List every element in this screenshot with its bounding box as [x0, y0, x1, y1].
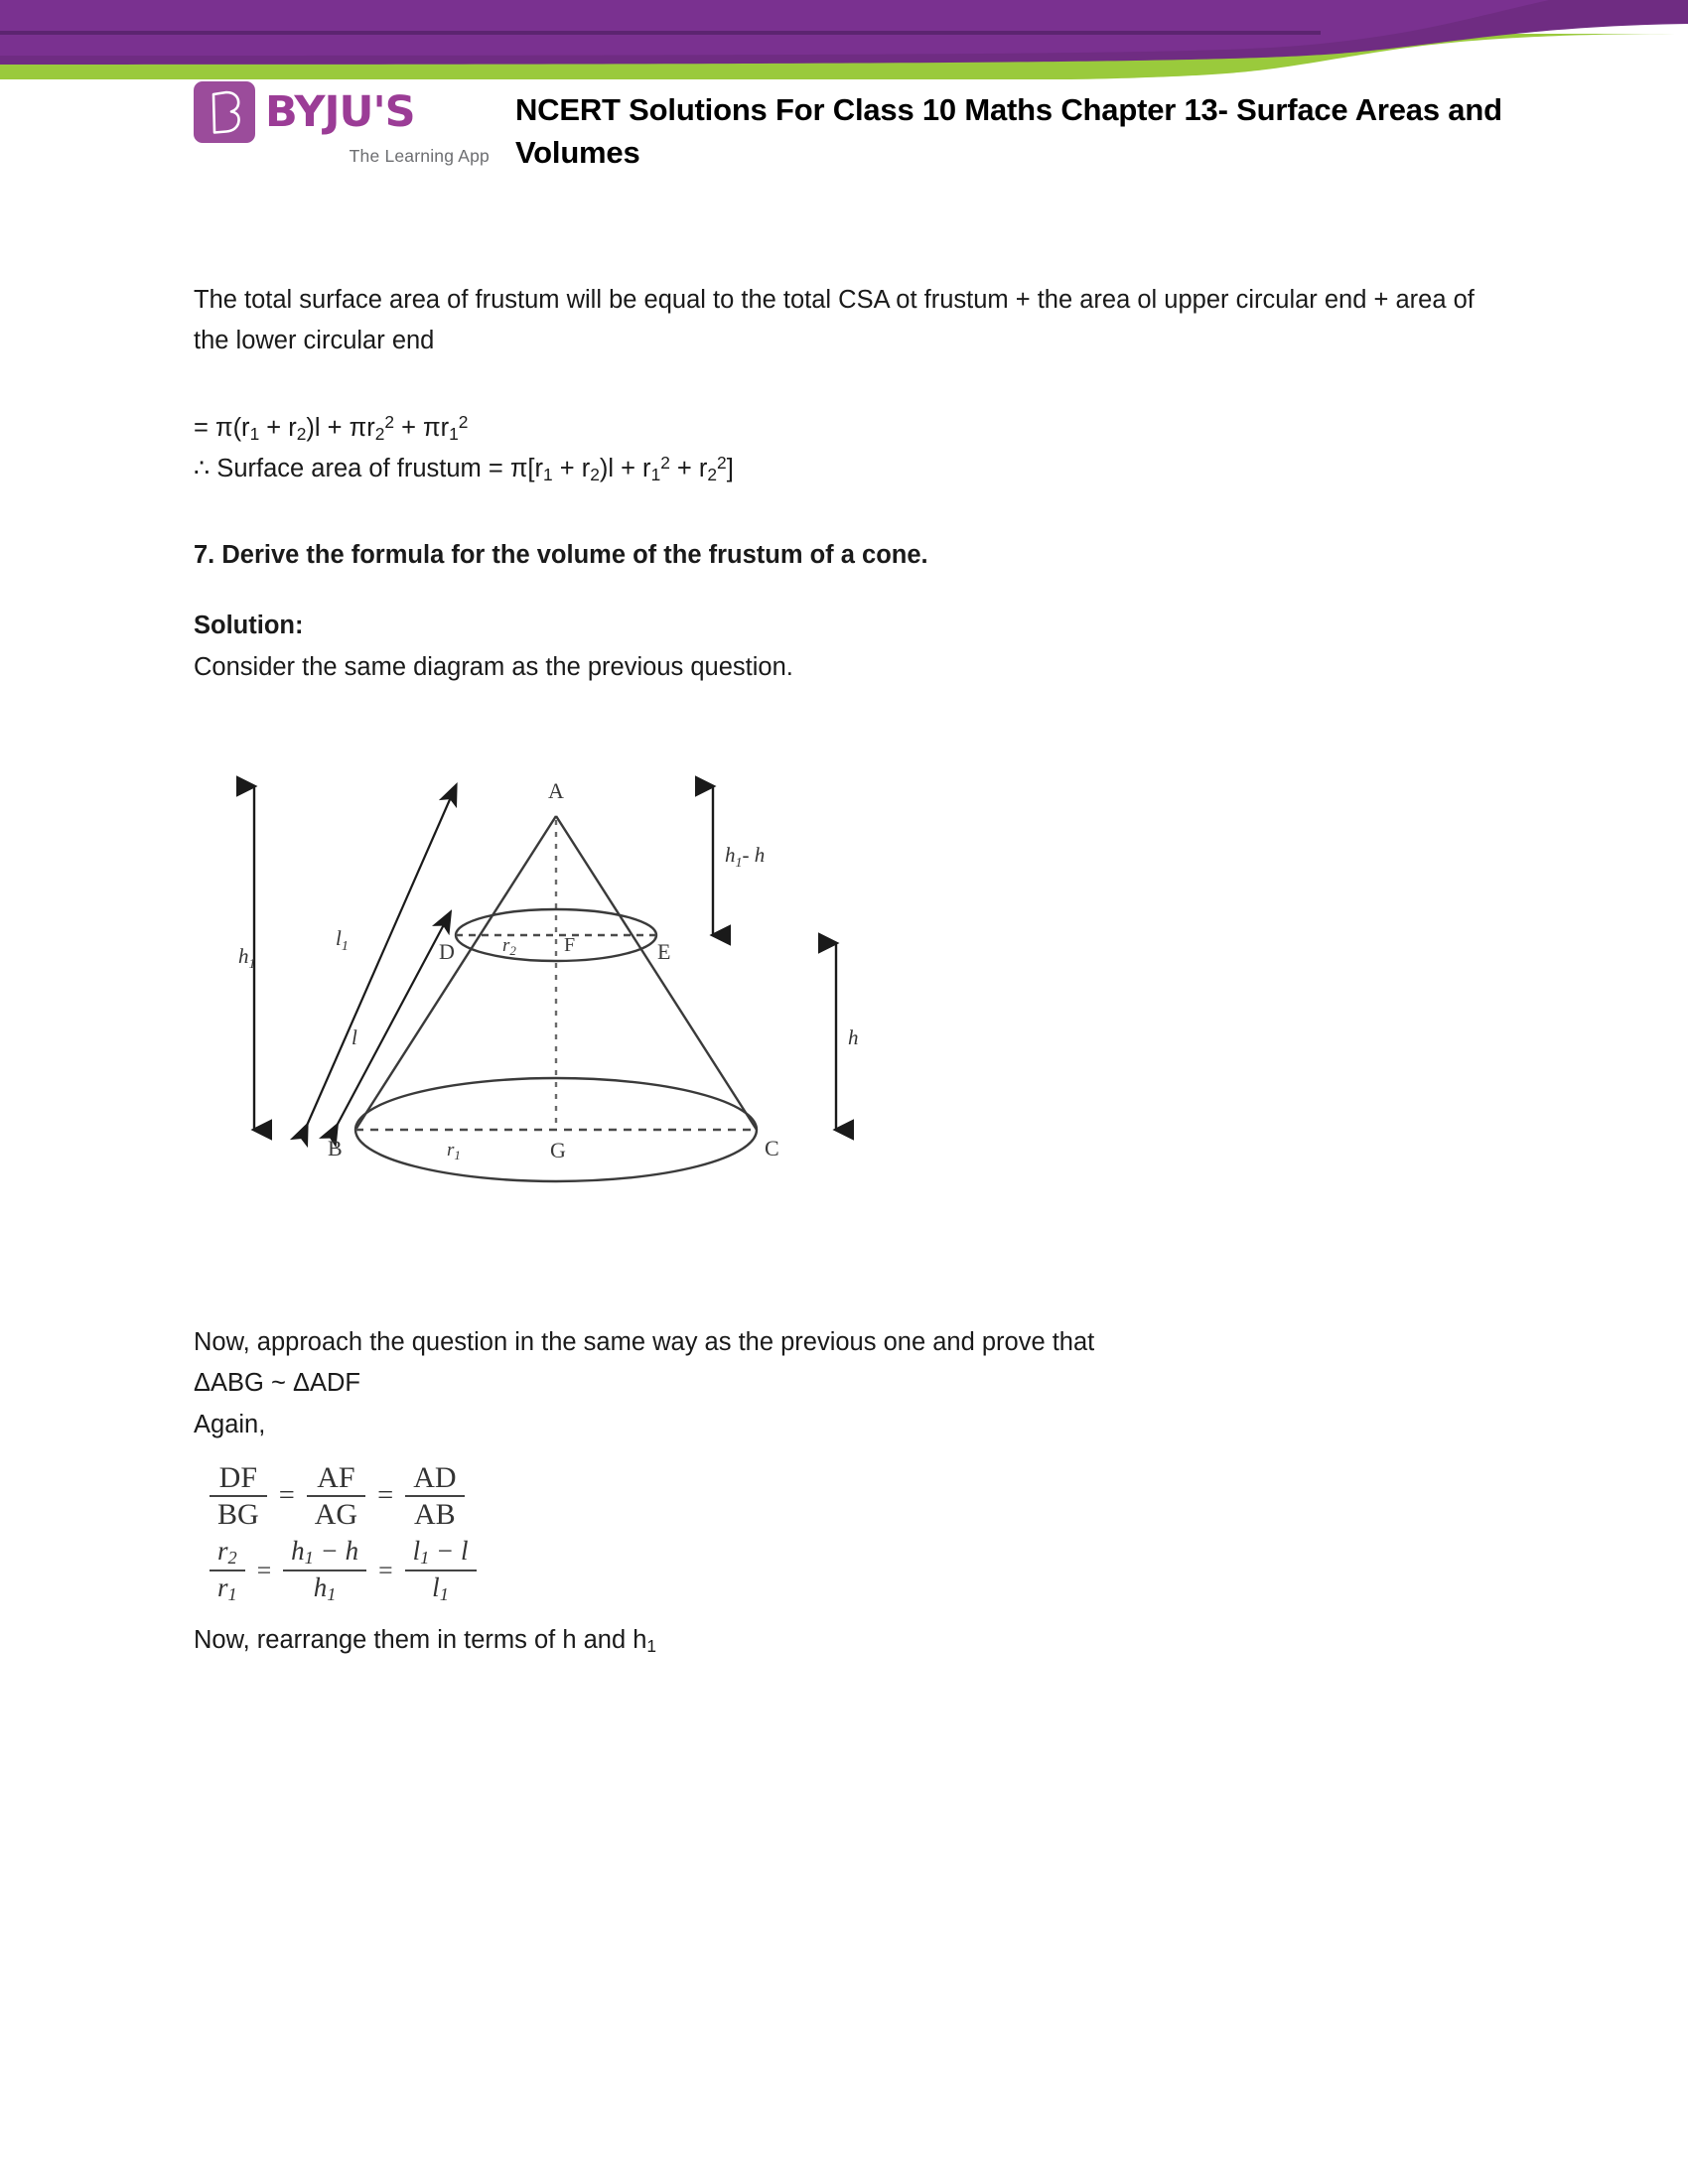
ratio-equation-row-2	[210, 1536, 1504, 1604]
solution-label: Solution:	[194, 612, 304, 640]
label-r1: $r_1$	[447, 1140, 461, 1162]
closing-line-subscript: 1	[646, 1636, 657, 1657]
point-label-E: E	[657, 939, 671, 964]
dimension-arrow-slant-total	[306, 788, 455, 1128]
page-title: NCERT Solutions For Class 10 Maths Chapter 13- Surface Areas and Volumes	[515, 92, 1502, 170]
eq2-suffix: ]	[726, 454, 734, 482]
document-body-lower	[194, 1322, 1504, 1662]
label-l1: $l_1$	[336, 926, 349, 954]
logo-wordmark: BYJU'S	[265, 86, 415, 137]
point-label-D: D	[439, 939, 455, 964]
fraction-r2-r1	[210, 1536, 245, 1604]
intro-paragraph: The total surface area of frustum will be equal to the total CSA ot frustum + the area ol upper circular end + area of the lower circular end	[194, 286, 1475, 355]
after-figure-line-1: Now, approach the question in the same way as the previous one and prove that	[194, 1328, 1095, 1356]
fraction-numerator: AF	[317, 1460, 355, 1494]
equals-sign: =	[377, 1480, 394, 1512]
fraction-numerator: AD	[413, 1460, 457, 1494]
eq1-sup1: 2	[384, 411, 394, 432]
logo-tagline: The Learning App	[349, 146, 490, 166]
byjus-logo	[194, 77, 492, 167]
question-heading: 7. Derive the formula for the volume of the frustum of a cone.	[194, 541, 928, 570]
page-header	[194, 77, 1604, 175]
equation-surface-area-frustum	[194, 449, 1504, 489]
eq1-mid2: )l + πr	[306, 413, 375, 442]
eq2-sup2: 2	[717, 453, 727, 474]
fraction-denominator: AB	[414, 1498, 456, 1532]
eq1-sup2: 2	[458, 411, 469, 432]
closing-line-text: Now, rearrange them in terms of h and h	[194, 1626, 647, 1655]
fraction-numerator: DF	[218, 1460, 258, 1494]
after-figure-line-3: Again,	[194, 1410, 266, 1438]
logo-row	[194, 81, 492, 143]
eq2-sub4: 2	[707, 464, 718, 484]
cone-side-left	[355, 816, 556, 1130]
ratio-equation-row-1	[210, 1461, 1504, 1532]
eq2-mid2: )l + r	[599, 454, 651, 482]
equals-sign: =	[256, 1555, 272, 1584]
b-glyph-icon	[194, 81, 255, 143]
label-h1-minus-h: $h_1-$ h	[725, 843, 766, 871]
fraction-denominator: $r_1$	[217, 1571, 237, 1604]
point-label-G: G	[550, 1138, 566, 1162]
document-body	[194, 280, 1504, 688]
eq2-mid3: + r	[669, 454, 708, 482]
byjus-b-mark-icon	[194, 81, 255, 143]
after-figure-line-2: ΔABG ~ ΔADF	[194, 1369, 360, 1398]
label-l: l	[352, 1025, 357, 1049]
frustum-cone-diagram	[209, 764, 904, 1320]
eq1-sub4: 1	[449, 423, 459, 444]
eq2-sup1: 2	[660, 453, 670, 474]
point-label-A: A	[548, 778, 564, 803]
fraction-df-bg	[210, 1461, 267, 1532]
eq2-sub1: 1	[543, 464, 553, 484]
fraction-ad-ab	[405, 1461, 464, 1532]
fraction-denominator: BG	[217, 1498, 259, 1532]
eq2-sub3: 1	[650, 464, 661, 484]
fraction-af-ag	[307, 1461, 365, 1532]
fraction-numerator: $r_2$	[217, 1536, 237, 1569]
fraction-l1-minus-l-over-l1	[405, 1536, 477, 1604]
eq1-mid3: + πr	[394, 413, 450, 442]
fraction-denominator: AG	[314, 1498, 358, 1532]
label-h1: $h_1$	[238, 944, 256, 972]
label-h: h	[848, 1025, 859, 1049]
eq2-mid1: + r	[552, 454, 591, 482]
frustum-cone-graphic	[209, 764, 904, 1320]
equals-sign: =	[278, 1480, 295, 1512]
banner-graphic	[0, 0, 1688, 79]
eq1-sub2: 2	[296, 423, 307, 444]
equation-total-surface-area	[194, 408, 1504, 449]
point-label-C: C	[765, 1136, 779, 1160]
fraction-numerator: $h_1 - h$	[291, 1536, 359, 1569]
eq1-sub1: 1	[249, 423, 260, 444]
label-r2: $r_2$	[502, 935, 516, 958]
fraction-numerator: $l_1 - l$	[412, 1536, 469, 1569]
eq1-prefix: = π(r	[194, 413, 250, 442]
fraction-denominator: $h_1$	[313, 1571, 337, 1604]
point-label-F: F	[564, 934, 576, 956]
eq1-mid1: + r	[259, 413, 297, 442]
banner-separator-line	[0, 31, 1321, 35]
closing-line	[194, 1620, 1504, 1661]
solution-line-1: Consider the same diagram as the previous question.	[194, 652, 793, 681]
point-label-B: B	[328, 1136, 343, 1160]
eq1-sub3: 2	[374, 423, 385, 444]
fraction-denominator: $l_1$	[432, 1571, 449, 1604]
fraction-h1-minus-h-over-h1	[283, 1536, 366, 1604]
page-banner	[0, 0, 1688, 79]
eq2-prefix: ∴ Surface area of frustum = π[r	[194, 454, 543, 482]
eq2-sub2: 2	[590, 464, 600, 484]
equals-sign: =	[378, 1555, 393, 1584]
